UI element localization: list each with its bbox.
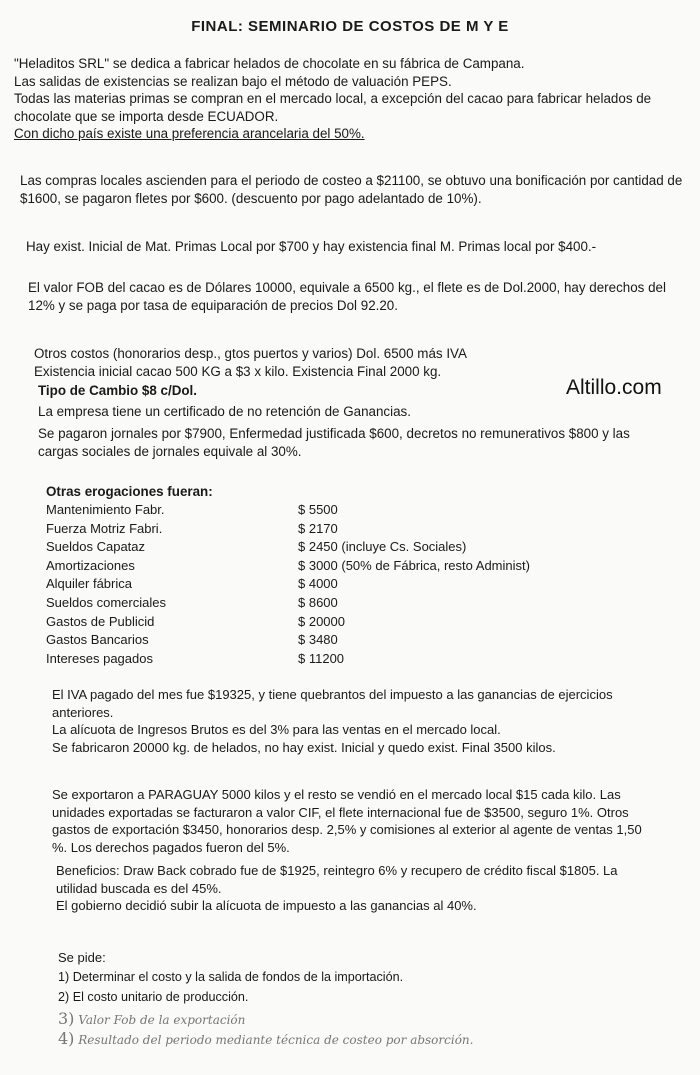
intro-underlined-line: Con dicho país existe una preferencia arancelaria del 50%. <box>14 126 365 141</box>
jornales-text: Se pagaron jornales por $7900, Enfermedad justificada $600, decretos no remunerativos $800 y las cargas sociales de jornales equivale al 30%. <box>38 426 630 459</box>
exportacion-text: Se exportaron a PARAGUAY 5000 kilos y el resto se vendió en el mercado local $15 cada kilo. Las unidades exportadas se facturaron a valor CIF, el flete internacional fue de $3500, seguro 1%. Otros gastos de exportación $3450, honorarios desp. 2,5% y comisiones al exterior al agente de ventas 1,50 %. Los derechos pagados fueron del 5%. <box>52 787 642 855</box>
brand-watermark: Altillo.com <box>566 376 662 399</box>
handwritten-question-text: Resultado del periodo mediante técnica de costeo por absorción. <box>78 1032 474 1047</box>
erogacion-row <box>46 595 606 614</box>
se-pide-label: Se pide: <box>58 950 106 965</box>
certificado-text: La empresa tiene un certificado de no retención de Ganancias. <box>38 404 411 419</box>
handwritten-question <box>58 1009 658 1029</box>
erogacion-row <box>46 576 606 595</box>
erogacion-row <box>46 539 606 558</box>
handwritten-question-text: Valor Fob de la exportación <box>78 1013 246 1027</box>
erogacion-row <box>46 632 606 651</box>
erogacion-row <box>46 558 606 577</box>
erogacion-label: Intereses pagados <box>46 650 153 666</box>
erogacion-value: $ 11200 <box>298 650 345 666</box>
ingresos-brutos-text: La alícuota de Ingresos Brutos es del 3% para las ventas en el mercado local. <box>52 722 501 737</box>
compras-locales-text: Las compras locales ascienden para el periodo de costeo a $21100, se obtuvo una bonificación por cantidad de $1600, se pagaron fletes por $600. (descuento por pago adelantado de 10%). <box>20 173 683 206</box>
erogacion-value: $ 20000 <box>298 613 345 629</box>
beneficios-block <box>56 862 636 915</box>
erogacion-value: $ 3000 (50% de Fábrica, resto Administ) <box>298 557 530 573</box>
tipo-cambio-text: Tipo de Cambio $8 c/Dol. <box>38 383 197 398</box>
erogacion-value: $ 2170 <box>298 520 338 536</box>
gobierno-text: El gobierno decidió subir la alícuota de impuesto a las ganancias al 40%. <box>56 898 477 913</box>
erogacion-value: $ 8600 <box>298 594 338 610</box>
handwritten-question-number: 3) <box>58 1009 75 1028</box>
question-item: 1) Determinar el costo y la salida de fondos de la importación. <box>58 970 404 984</box>
fabricacion-text: Se fabricaron 20000 kg. de helados, no hay exist. Inicial y quedo exist. Final 3500 kilos. <box>52 739 556 755</box>
intro-line: Todas las materias primas se compran en el mercado local, a excepción del cacao para fabricar helados de chocolate que se importa desde ECUADOR. <box>14 91 652 124</box>
erogacion-value: $ 3480 <box>298 632 338 648</box>
erogaciones-table <box>46 502 606 669</box>
erogacion-label: Gastos Bancarios <box>46 632 149 648</box>
handwritten-question-number: 4) <box>58 1028 75 1048</box>
question-item: 2) El costo unitario de producción. <box>58 989 249 1004</box>
erogacion-label: Sueldos comerciales <box>46 594 166 610</box>
erogacion-label: Mantenimiento Fabr. <box>46 502 165 517</box>
erogacion-row <box>46 651 606 670</box>
erogaciones-title: Otras erogaciones fueran: <box>46 484 213 499</box>
valor-fob-text: El valor FOB del cacao es de Dólares 10000, equivale a 6500 kg., el flete es de Dol.2000, hay derechos del 12% y se paga por tasa de equiparación de precios Dol 92.20. <box>28 280 666 313</box>
otros-costos-text: Otros costos (honorarios desp., gtos puertos y varios) Dol. 6500 más IVA <box>34 346 467 361</box>
handwritten-question <box>58 1029 658 1049</box>
erogacion-label: Sueldos Capataz <box>46 539 146 555</box>
erogacion-value: $ 4000 <box>298 576 338 592</box>
intro-paragraph <box>14 55 690 143</box>
erogacion-value: $ 2450 (incluye Cs. Sociales) <box>298 539 467 555</box>
intro-line: Las salidas de existencias se realizan bajo el método de valuación PEPS. <box>14 73 452 89</box>
erogacion-row <box>46 614 606 633</box>
erogacion-value: $ 5500 <box>298 502 338 517</box>
iva-block <box>52 686 652 756</box>
iva-text: El IVA pagado del mes fue $19325, y tiene quebrantos del impuesto a las ganancias de ejercicios anteriores. <box>52 687 613 720</box>
erogacion-label: Amortizaciones <box>46 557 135 573</box>
erogacion-label: Fuerza Motriz Fabri. <box>46 520 163 536</box>
beneficios-text: Beneficios: Draw Back cobrado fue de $1925, reintegro 6% y recupero de crédito fiscal $1805. La utilidad buscada es del 45%. <box>56 863 618 896</box>
questions-list <box>58 970 658 1048</box>
erogacion-label: Gastos de Publicid <box>46 613 155 629</box>
page-title: FINAL: SEMINARIO DE COSTOS DE M Y E <box>191 18 509 35</box>
existencia-cacao-text: Existencia inicial cacao 500 KG a $3 x kilo. Existencia Final 2000 kg. <box>34 364 442 379</box>
existencias-text: Hay exist. Inicial de Mat. Primas Local por $700 y hay existencia final M. Primas local por $400.- <box>26 239 597 254</box>
erogacion-row <box>46 502 606 521</box>
erogacion-row <box>46 521 606 540</box>
intro-line: "Heladitos SRL" se dedica a fabricar helados de chocolate en su fábrica de Campana. <box>14 56 525 71</box>
erogacion-label: Alquiler fábrica <box>46 576 132 592</box>
